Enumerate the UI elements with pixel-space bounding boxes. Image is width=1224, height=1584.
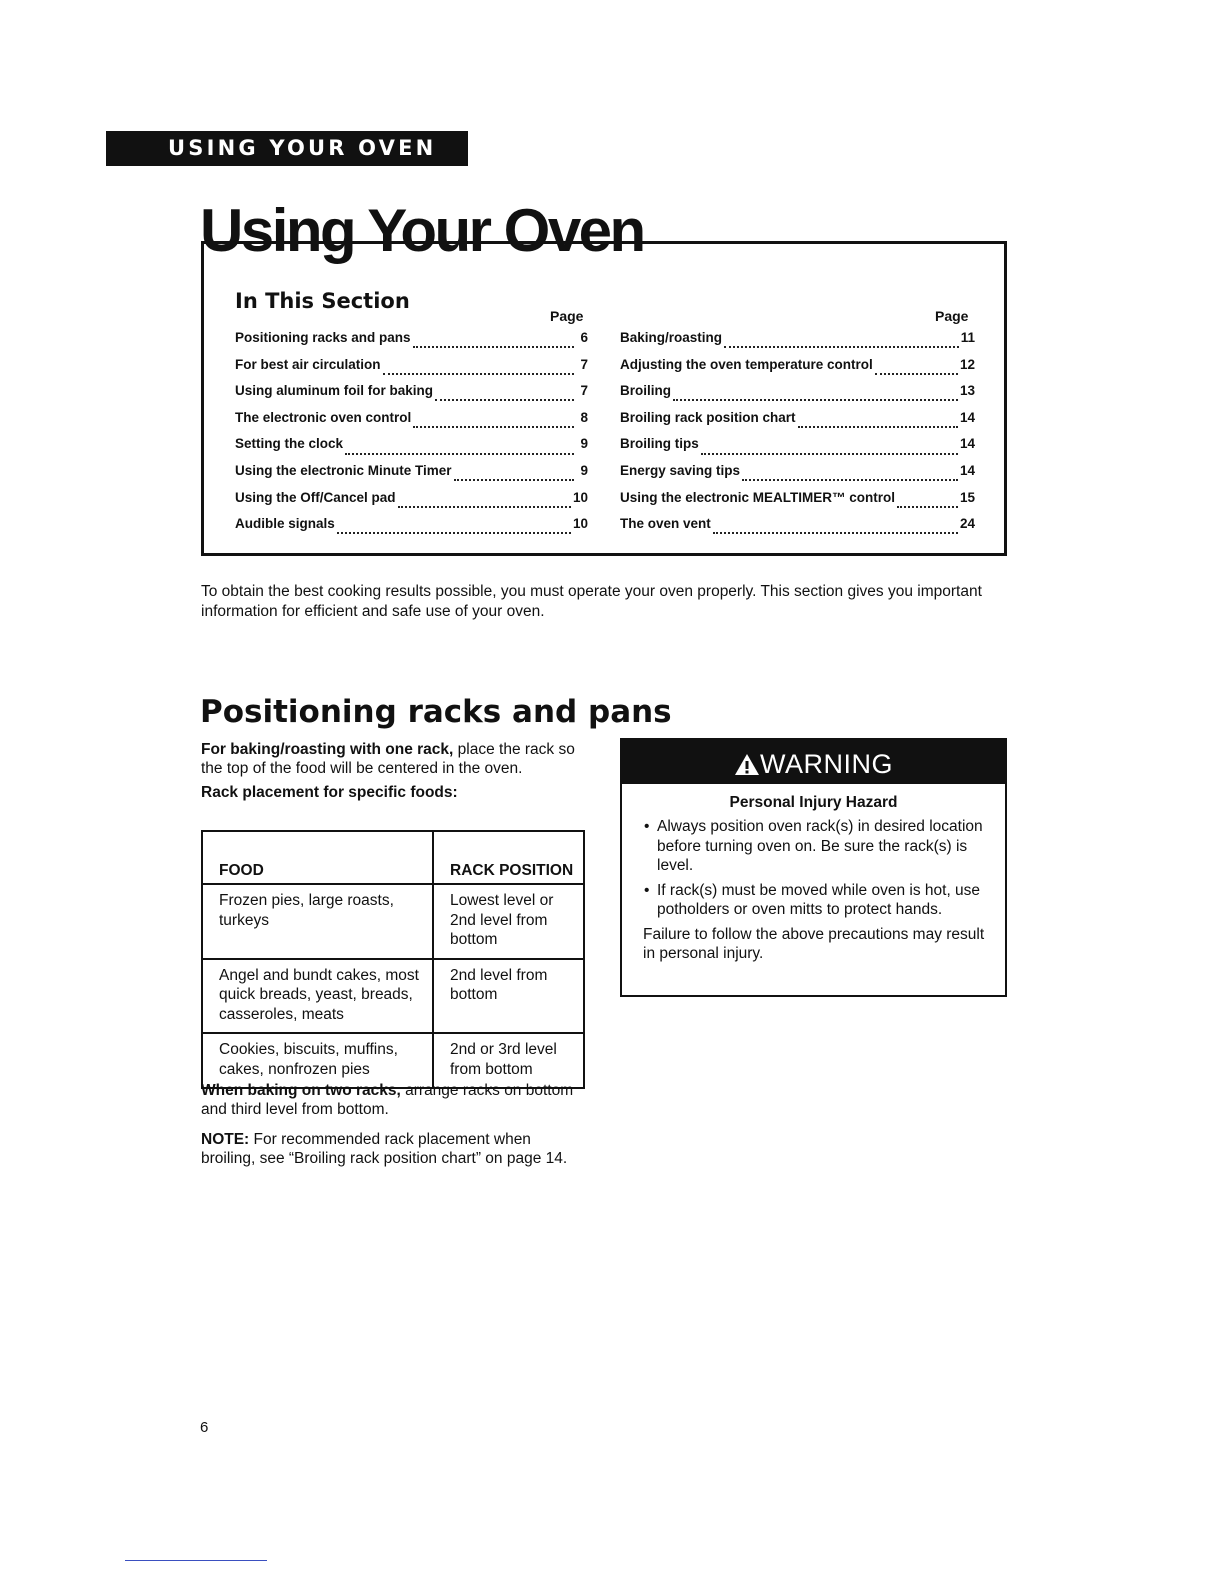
intro-paragraph: To obtain the best cooking results possible, you must operate your oven properly. This section gives you important information for efficient and safe use of your oven. bbox=[201, 583, 982, 620]
warning-box bbox=[620, 738, 1007, 997]
rack-cell: 2nd level from bottom bbox=[433, 959, 584, 1034]
warning-title: WARNING bbox=[760, 749, 893, 779]
one-rack-paragraph bbox=[201, 740, 581, 778]
warning-bullet-text: If rack(s) must be moved while oven is hot, use potholders or oven mitts to protect hands. bbox=[657, 881, 981, 918]
food-cell: Frozen pies, large roasts, turkeys bbox=[202, 884, 433, 959]
warning-triangle-icon bbox=[734, 749, 760, 779]
warning-footer: Failure to follow the above precautions may result in personal injury. bbox=[643, 925, 985, 962]
toc-entry[interactable] bbox=[235, 516, 588, 543]
toc-leader bbox=[413, 346, 574, 348]
table-row bbox=[202, 1033, 584, 1088]
toc-entry-title: Setting the clock bbox=[235, 436, 344, 452]
column-header-food: FOOD bbox=[202, 831, 433, 884]
page-title: Using Your Oven bbox=[200, 197, 644, 264]
toc-entry[interactable] bbox=[235, 330, 588, 357]
toc-entry-page: 8 bbox=[580, 409, 588, 425]
toc-entry-page: 9 bbox=[580, 462, 588, 478]
toc-leader bbox=[435, 399, 574, 401]
toc-entry[interactable] bbox=[235, 410, 588, 437]
rack-placement-table bbox=[201, 830, 585, 1089]
rack-cell: Lowest level or 2nd level from bottom bbox=[433, 884, 584, 959]
toc-entry-page: 6 bbox=[580, 330, 588, 345]
toc-entry-page: 9 bbox=[580, 436, 588, 452]
rack-cell: 2nd or 3rd level from bottom bbox=[433, 1033, 584, 1088]
warning-bullet bbox=[644, 881, 999, 920]
toc-left-column bbox=[235, 330, 588, 543]
toc-entry-title: Baking/roasting bbox=[620, 330, 723, 345]
toc-entry-title: Positioning racks and pans bbox=[235, 330, 411, 345]
toc-entry-page: 7 bbox=[580, 356, 588, 372]
toc-entry-title: For best air circulation bbox=[235, 356, 381, 372]
toc-entry[interactable] bbox=[235, 436, 588, 463]
toc-entry-page: 14 bbox=[959, 409, 975, 425]
toc-entry[interactable] bbox=[620, 357, 975, 384]
two-racks-text: arrange racks on bottom and third level from bottom. bbox=[201, 1082, 574, 1118]
toc-entry-title: Broiling rack position chart bbox=[620, 409, 796, 425]
toc-leader bbox=[724, 346, 959, 348]
toc-entry-title: Audible signals bbox=[235, 516, 335, 532]
toc-entry[interactable] bbox=[620, 463, 975, 490]
toc-entry-page: 15 bbox=[959, 489, 975, 505]
toc-entry[interactable] bbox=[235, 490, 588, 517]
two-racks-paragraph bbox=[201, 1081, 581, 1119]
table-row bbox=[202, 884, 584, 959]
toc-leader bbox=[413, 426, 574, 428]
toc-entry-page: 14 bbox=[959, 462, 975, 478]
one-rack-instructions bbox=[201, 740, 581, 802]
one-rack-lead: For baking/roasting with one rack, bbox=[201, 741, 454, 758]
toc-entry-page: 13 bbox=[959, 383, 975, 399]
column-header-rack-position: RACK POSITION bbox=[433, 831, 584, 884]
toc-leader bbox=[875, 373, 958, 375]
toc-entry[interactable] bbox=[620, 330, 975, 357]
toc-page-label-right: Page bbox=[935, 308, 969, 324]
toc-entry[interactable] bbox=[235, 357, 588, 384]
toc-right-column bbox=[620, 330, 975, 543]
bullet-dot-icon: • bbox=[644, 818, 650, 835]
toc-entry-page: 10 bbox=[572, 516, 588, 532]
table-row bbox=[202, 959, 584, 1034]
toc-entry-page: 10 bbox=[572, 489, 588, 505]
toc-entry-page: 11 bbox=[960, 330, 975, 345]
toc-entry-title: Using the electronic Minute Timer bbox=[235, 462, 452, 478]
toc-entry-title: Energy saving tips bbox=[620, 462, 741, 478]
warning-subtitle: Personal Injury Hazard bbox=[729, 794, 898, 811]
toc-leader bbox=[454, 479, 574, 481]
toc-page-label-left: Page bbox=[550, 308, 584, 324]
toc-entry-title: Using the electronic MEALTIMER™ control bbox=[620, 489, 896, 505]
toc-entry-title: Adjusting the oven temperature control bbox=[620, 356, 873, 372]
toc-entry-title: Using the Off/Cancel pad bbox=[235, 489, 396, 505]
toc-entry-title: Using aluminum foil for baking bbox=[235, 383, 434, 399]
toc-entry-title: Broiling bbox=[620, 383, 671, 399]
note-paragraph bbox=[201, 1130, 581, 1168]
toc-entry[interactable] bbox=[235, 383, 588, 410]
toc-entry[interactable] bbox=[620, 490, 975, 517]
toc-leader bbox=[345, 453, 574, 455]
table-header-row bbox=[202, 831, 584, 884]
toc-entry-page: 12 bbox=[959, 356, 975, 372]
warning-bullet bbox=[644, 817, 999, 876]
placement-label: Rack placement for specific foods: bbox=[201, 784, 458, 801]
toc-entry[interactable] bbox=[620, 410, 975, 437]
toc-leader bbox=[701, 453, 958, 455]
toc-entry-page: 24 bbox=[959, 516, 975, 532]
toc-leader bbox=[673, 399, 958, 401]
toc-entry[interactable] bbox=[235, 463, 588, 490]
toc-entry[interactable] bbox=[620, 516, 975, 543]
warning-body bbox=[644, 817, 999, 964]
food-cell: Angel and bundt cakes, most quick breads, yeast, breads, casseroles, meats bbox=[202, 959, 433, 1034]
page-number: 6 bbox=[200, 1419, 209, 1436]
toc-leader bbox=[398, 506, 571, 508]
note-text: For recommended rack placement when broiling, see “Broiling rack position chart” on page 14. bbox=[201, 1131, 568, 1167]
toc-leader bbox=[742, 479, 958, 481]
toc-entry-page: 7 bbox=[580, 383, 588, 399]
toc-box bbox=[201, 241, 1007, 556]
toc-entry-page: 14 bbox=[959, 436, 975, 452]
footer-rule bbox=[125, 1560, 267, 1561]
toc-leader bbox=[383, 373, 574, 375]
toc-entry[interactable] bbox=[620, 436, 975, 463]
additional-instructions bbox=[201, 1081, 581, 1179]
toc-entry-title: The oven vent bbox=[620, 516, 711, 532]
bullet-dot-icon: • bbox=[644, 881, 650, 899]
section-heading: Positioning racks and pans bbox=[200, 694, 672, 730]
note-lead: NOTE: bbox=[201, 1131, 250, 1148]
section-tab: USING YOUR OVEN bbox=[106, 131, 468, 166]
food-cell: Cookies, biscuits, muffins, cakes, nonfrozen pies bbox=[202, 1033, 433, 1088]
toc-entry[interactable] bbox=[620, 383, 975, 410]
toc-leader bbox=[713, 532, 958, 534]
toc-leader bbox=[897, 506, 958, 508]
toc-leader bbox=[798, 426, 958, 428]
toc-entry-title: The electronic oven control bbox=[235, 409, 412, 425]
one-rack-text: place the rack so the top of the food will be centered in the oven. bbox=[201, 741, 575, 777]
toc-leader bbox=[337, 532, 571, 534]
toc-entry-title: Broiling tips bbox=[620, 436, 699, 452]
toc-heading: In This Section bbox=[235, 289, 410, 313]
warning-bullet-text: Always position oven rack(s) in desired location before turning oven on. Be sure the rack(s) is level. bbox=[657, 818, 983, 874]
warning-banner bbox=[622, 740, 1005, 784]
two-racks-lead: When baking on two racks, bbox=[201, 1082, 401, 1099]
